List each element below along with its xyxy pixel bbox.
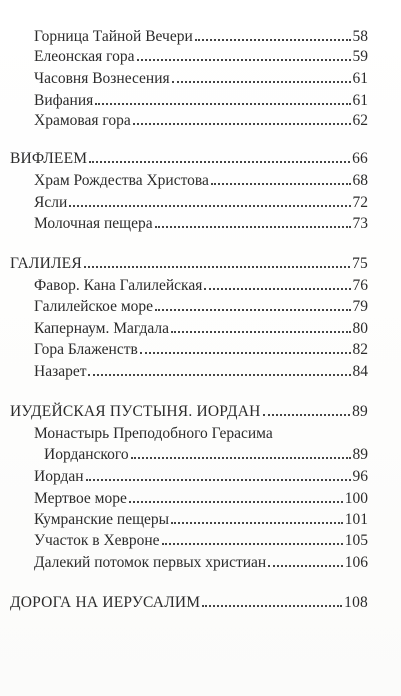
dot-leader	[263, 414, 351, 416]
toc-entry-page: 84	[352, 363, 368, 380]
toc-entry	[34, 318, 368, 340]
toc-entry-title: Капернаум. Магдала	[34, 320, 169, 337]
toc-entry-page: 61	[352, 70, 368, 87]
dot-leader	[195, 39, 351, 41]
dot-leader	[69, 205, 350, 207]
toc-entry	[34, 90, 368, 112]
toc-entry-page: 61	[352, 92, 368, 109]
toc-section-page: 75	[352, 255, 368, 272]
toc-entry	[34, 68, 368, 90]
toc-entry	[34, 552, 368, 574]
dot-leader	[133, 123, 351, 125]
toc-entry	[34, 110, 368, 132]
toc-entry	[34, 509, 368, 531]
dot-leader	[172, 81, 351, 83]
toc-entry-page: 100	[344, 490, 368, 507]
toc-section-heading	[10, 148, 368, 170]
toc-section-title: ВИФЛЕЕМ	[10, 150, 88, 167]
dot-leader	[171, 331, 351, 333]
toc-entry-page: 82	[352, 341, 368, 358]
dot-leader	[155, 309, 350, 311]
dot-leader	[211, 183, 351, 185]
toc-entry-title-line1: Монастырь Преподобного Герасима	[34, 425, 273, 442]
toc-entry	[34, 170, 368, 192]
toc-entry	[34, 339, 368, 361]
toc-entry-title: Иордан	[34, 468, 84, 485]
toc-entry-page: 76	[352, 277, 368, 294]
toc-section-title: ИУДЕЙСКАЯ ПУСТЫНЯ. ИОРДАН	[10, 403, 261, 420]
dot-leader	[202, 605, 342, 607]
dot-leader	[140, 352, 351, 354]
toc-entry-title: Горница Тайной Вечери	[34, 28, 193, 45]
toc-section-title: ДОРОГА НА ИЕРУСАЛИМ	[10, 594, 201, 611]
dot-leader	[95, 103, 350, 105]
toc-entry	[34, 26, 368, 48]
toc-entry-title: Галилейское море	[34, 298, 154, 315]
dot-leader	[137, 59, 351, 61]
toc-entry-title: Далекий потомок первых христиан	[34, 554, 267, 571]
toc-entry-title: Ясли	[34, 194, 68, 211]
toc-entry-title: Часовня Вознесения	[34, 70, 170, 87]
dot-leader	[131, 457, 351, 459]
toc-entry-page: 72	[352, 194, 368, 211]
toc-section-page: 89	[352, 403, 368, 420]
dot-leader	[171, 522, 343, 524]
toc-entry-page: 106	[344, 554, 368, 571]
toc-entry	[34, 296, 368, 318]
toc-section-heading	[10, 253, 368, 275]
toc-entry-page: 79	[352, 298, 368, 315]
toc-entry-page: 101	[344, 511, 368, 528]
toc-entry-page: 80	[352, 320, 368, 337]
toc-entry	[34, 361, 368, 383]
toc-entry-title: Молочная пещера	[34, 215, 153, 232]
toc-entry-title: Назарет	[34, 363, 87, 380]
toc-section-page: 108	[344, 594, 368, 611]
toc-entry-page: 105	[344, 532, 368, 549]
toc-entry-title: Вифания	[34, 92, 94, 109]
toc-entry	[34, 275, 368, 297]
dot-leader	[88, 374, 350, 376]
toc-entry	[34, 213, 368, 235]
toc-entry-page: 68	[352, 172, 368, 189]
toc-entry-title: Елеонская гора	[34, 48, 135, 65]
dot-leader	[89, 161, 350, 163]
toc-entry-title: Участок в Хевроне	[34, 532, 160, 549]
toc-section-heading	[10, 592, 368, 614]
toc-entry	[34, 192, 368, 214]
dot-leader	[155, 226, 351, 228]
toc-entry-page: 58	[352, 28, 368, 45]
toc-entry	[34, 46, 368, 68]
toc-section-page: 66	[352, 150, 368, 167]
toc-section-title: ГАЛИЛЕЯ	[10, 255, 82, 272]
toc-entry	[34, 530, 368, 552]
toc-entry-title: Мертвое море	[34, 490, 127, 507]
dot-leader	[129, 501, 343, 503]
toc-entry-page: 59	[352, 48, 368, 65]
toc-entry	[44, 444, 368, 466]
dot-leader	[204, 288, 350, 290]
dot-leader	[86, 479, 351, 481]
toc-entry-page: 62	[352, 112, 368, 129]
toc-section-heading	[10, 401, 368, 423]
toc-entry-title: Гора Блаженств	[34, 341, 138, 358]
toc-entry	[34, 488, 368, 510]
toc-entry-title: Иорданского	[44, 446, 129, 463]
toc-entry-page: 96	[352, 468, 368, 485]
toc-entry-title: Фавор. Кана Галилейская	[34, 277, 203, 294]
dot-leader	[84, 266, 350, 268]
toc-entry-title: Храмовая гора	[34, 112, 131, 129]
dot-leader	[162, 543, 343, 545]
toc-entry-page: 89	[352, 446, 368, 463]
dot-leader	[268, 565, 343, 567]
toc-entry-title: Кумранские пещеры	[34, 511, 170, 528]
toc-entry-title: Храм Рождества Христова	[34, 172, 209, 189]
toc-entry-page: 73	[352, 215, 368, 232]
toc-entry	[34, 466, 368, 488]
